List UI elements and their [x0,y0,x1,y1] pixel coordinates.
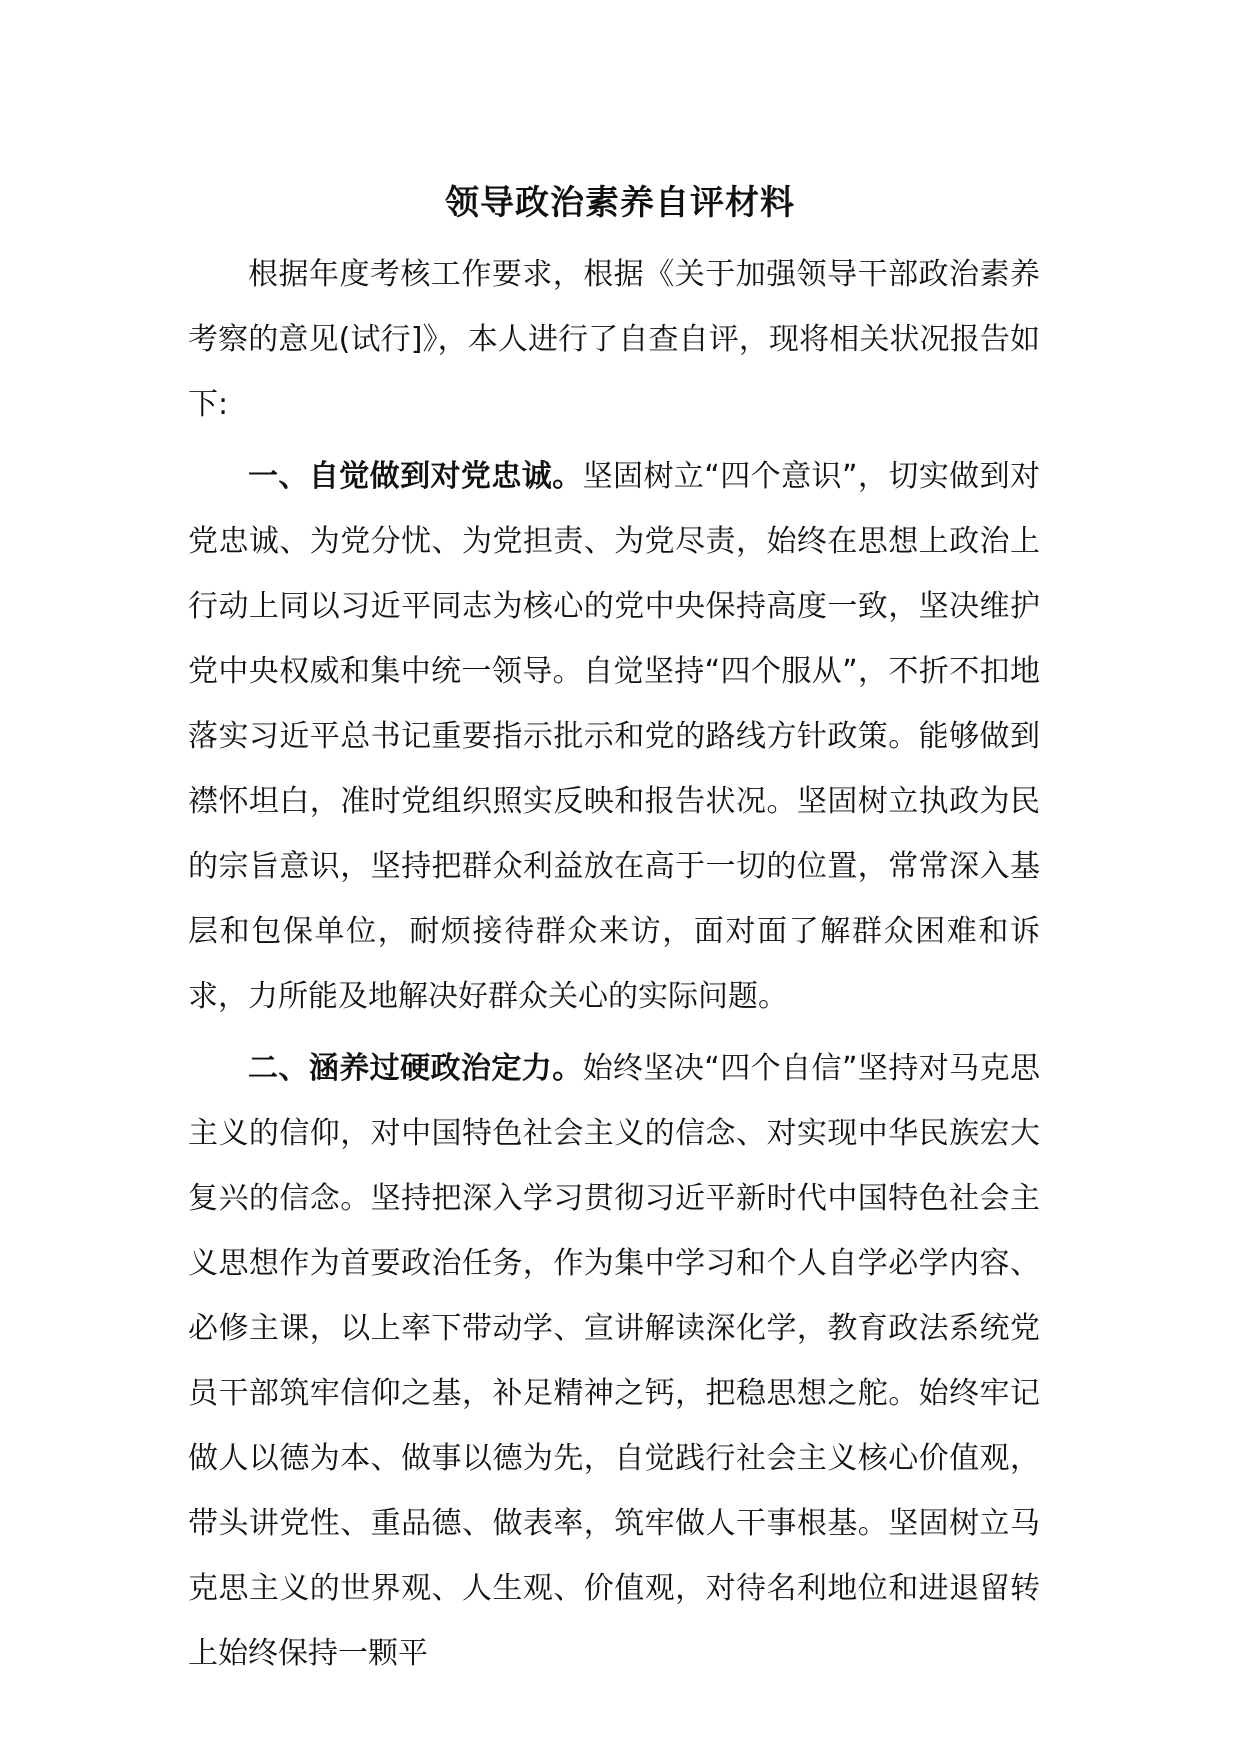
paragraph-section-two [188,1036,1040,1686]
section-one-heading: 一、自觉做到对党忠诚。 [248,459,583,494]
paragraph-intro [188,242,1040,437]
section-one-text: 坚固树立“四个意识”，切实做到对党忠诚、为党分忧、为党担责、为党尽责，始终在思想上政治上行动上同以习近平同志为核心的党中央保持高度一致，坚决维护党中央权威和集中统一领导。自觉坚持“四个服从”，不折不扣地落实习近平总书记重要指示批示和党的路线方针政策。能够做到襟怀坦白，准时党组织照实反映和报告状况。坚固树立执政为民的宗旨意识，坚持把群众利益放在高于一切的位置，常常深入基层和包保单位，耐烦接待群众来访，面对面了解群众困难和诉求，力所能及地解决好群众关心的实际问题。 [188,459,1041,1014]
paragraph-section-one [188,444,1040,1029]
section-two-text: 始终坚决“四个自信”坚持对马克思主义的信仰，对中国特色社会主义的信念、对实现中华民族宏大复兴的信念。坚持把深入学习贯彻习近平新时代中国特色社会主义思想作为首要政治任务，作为集中学习和个人自学必学内容、必修主课，以上率下带动学、宣讲解读深化学，教育政法系统党员干部筑牢信仰之基，补足精神之钙，把稳思想之舵。始终牢记做人以德为本、做事以德为先，自觉践行社会主义核心价值观，带头讲党性、重品德、做表率，筑牢做人干事根基。坚固树立马克思主义的世界观、人生观、价值观，对待名利地位和进退留转上始终保持一颗平 [188,1051,1041,1671]
document-body [188,242,1040,1686]
paragraph-intro-text: 根据年度考核工作要求，根据《关于加强领导干部政治素养考察的意见(试行]》，本人进行了自查自评，现将相关状况报告如下: [188,257,1040,422]
section-two-heading: 二、涵养过硬政治定力。 [248,1051,583,1086]
document-title: 领导政治素养自评材料 [445,183,795,223]
